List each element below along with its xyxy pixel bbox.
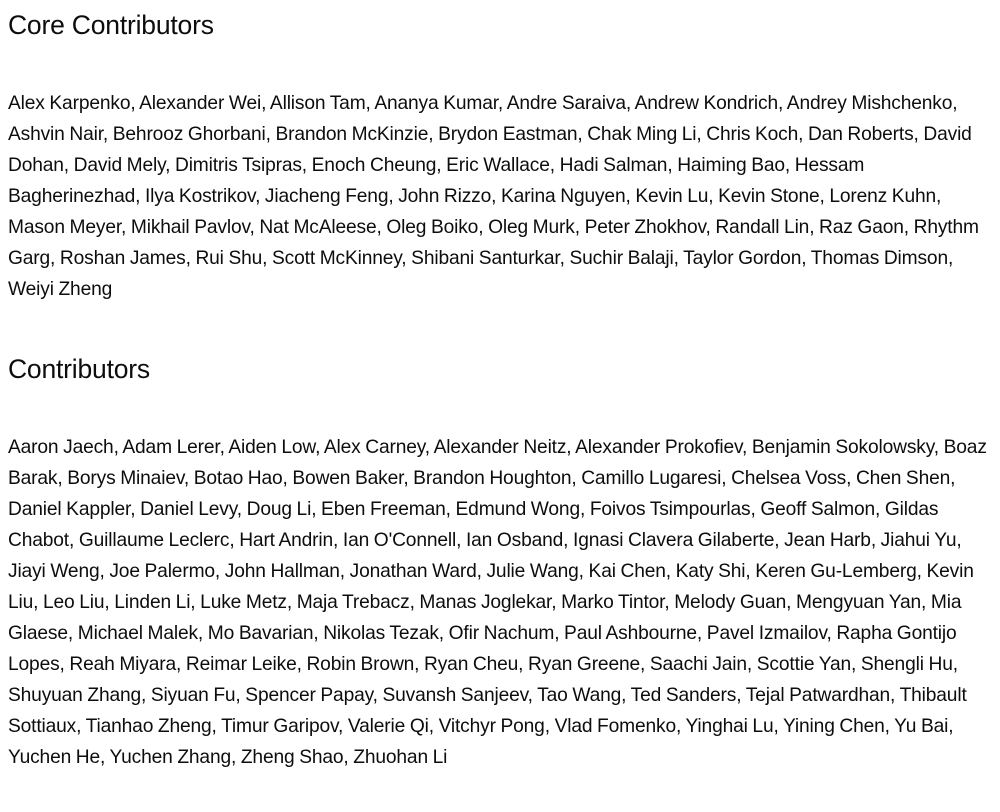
contributors-heading: Contributors	[8, 354, 150, 384]
core-contributors-heading: Core Contributors	[8, 10, 214, 40]
contributors-list: Aaron Jaech, Adam Lerer, Aiden Low, Alex Carney, Alexander Neitz, Alexander Prokofiev, Benjamin Sokolowsky, Boaz Barak, Borys Minaiev, Botao Hao, Bowen Baker, Brandon Houghton, Camillo Lugaresi, Chelsea Voss, Chen Shen, Daniel Kappler, Daniel Levy, Doug Li, Eben Freeman, Edmund Wong, Foivos Tsimpourlas, Geoff Salmon, Gildas Chabot, Guillaume Leclerc, Hart Andrin, Ian O'Connell, Ian Osband, Ignasi Clavera Gilaberte, Jean Harb, Jiahui Yu, Jiayi Weng, Joe Palermo, John Hallman, Jonathan Ward, Julie Wang, Kai Chen, Katy Shi, Keren Gu-Lemberg, Kevin Liu, Leo Liu, Linden Li, Luke Metz, Maja Trebacz, Manas Joglekar, Marko Tintor, Melody Guan, Mengyuan Yan, Mia Glaese, Michael Malek, Mo Bavarian, Nikolas Tezak, Ofir Nachum, Paul Ashbourne, Pavel Izmailov, Rapha Gontijo Lopes, Reah Miyara, Reimar Leike, Robin Brown, Ryan Cheu, Ryan Greene, Saachi Jain, Scottie Yan, Shengli Hu, Shuyuan Zhang, Siyuan Fu, Spencer Papay, Suvansh Sanjeev, Tao Wang, Ted Sanders, Tejal Patwardhan, Thibault Sottiaux, Tianhao Zheng, Timur Garipov, Valerie Qi, Vitchyr Pong, Vlad Fomenko, Yinghai Lu, Yining Chen, Yu Bai, Yuchen He, Yuchen Zhang, Zheng Shao, Zhuohan Li	[8, 437, 987, 768]
core-contributors-list: Alex Karpenko, Alexander Wei, Allison Tam, Ananya Kumar, Andre Saraiva, Andrew Kondrich, Andrey Mishchenko, Ashvin Nair, Behrooz Ghorbani, Brandon McKinzie, Brydon Eastman, Chak Ming Li, Chris Koch, Dan Roberts, David Dohan, David Mely, Dimitris Tsipras, Enoch Cheung, Eric Wallace, Hadi Salman, Haiming Bao, Hessam Bagherinezhad, Ilya Kostrikov, Jiacheng Feng, John Rizzo, Karina Nguyen, Kevin Lu, Kevin Stone, Lorenz Kuhn, Mason Meyer, Mikhail Pavlov, Nat McAleese, Oleg Boiko, Oleg Murk, Peter Zhokhov, Randall Lin, Raz Gaon, Rhythm Garg, Roshan James, Rui Shu, Scott McKinney, Shibani Santurkar, Suchir Balaji, Taylor Gordon, Thomas Dimson, Weiyi Zheng	[8, 93, 979, 300]
